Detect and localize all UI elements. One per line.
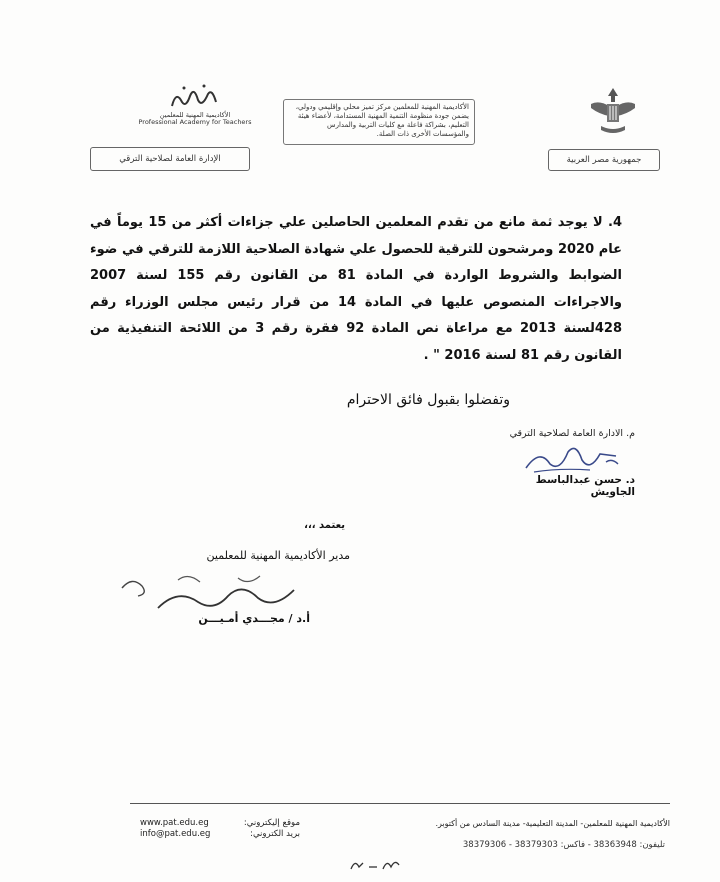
footer-address: الأكاديمية المهنية للمعلمين- المدينة التعليمية- مدينة السادس من أكتوبر. xyxy=(435,819,670,828)
footer-divider xyxy=(130,803,670,804)
footer-contact xyxy=(140,818,300,840)
logo-subline-english: Professional Academy for Teachers xyxy=(138,118,252,126)
signature-1-icon xyxy=(520,438,630,478)
department-label: الإدارة العامة لصلاحية الترقي xyxy=(90,147,250,171)
footer-phones: تليفون: 38363948 - فاكس: 38379303 - 38379306 xyxy=(462,840,665,850)
signature-2-icon xyxy=(118,568,308,618)
signer-2-name: أ.د / مجـــدي أمـيـــن xyxy=(198,612,310,625)
country-label: جمهورية مصر العربية xyxy=(548,149,660,171)
academy-logo-subline xyxy=(130,112,260,126)
body-paragraph: 4. لا يوجد ثمة مانع من تقدم المعلمين الحاصلين علي جزاءات أكثر من 15 يوماً في عام 2020 ومرشحون للترقية للحصول علي شهادة الصلاحية اللازمة للترقي في ضوء الضوابط والشروط الواردة في المادة 81 من القانون رقم 155 لسنة 2007 والاجراءات المنصوص عليها في المادة 14 من قرار رئيس مجلس الوزراء رقم 428لسنة 2013 مع مراعاة نص المادة 92 فقرة رقم 3 من اللائحة التنفيذية من القانون رقم 81 لسنة 2016 " . xyxy=(90,215,623,363)
egypt-eagle-emblem-icon xyxy=(585,82,641,142)
handwritten-page-number-icon xyxy=(345,855,405,875)
email-label: بريد الكتروني: xyxy=(250,829,300,839)
academy-calligraphy-icon xyxy=(164,82,224,112)
logo-subline-arabic: الأكاديمية المهنية للمعلمين xyxy=(159,111,231,119)
closing-phrase: وتفضلوا بقبول فائق الاحترام xyxy=(346,392,510,408)
approval-label: يعتمد ،،، xyxy=(304,520,345,531)
signer-1-name: د. حسن عبدالباسط الجاويش xyxy=(535,474,635,498)
academy-logo xyxy=(130,82,260,132)
signature-department: م. الادارة العامة لصلاحية الترقي xyxy=(509,428,635,439)
website-link[interactable]: www.pat.edu.eg xyxy=(140,818,209,828)
website-label: موقع إليكتروني: xyxy=(243,818,300,828)
director-title: مدير الأكاديمية المهنية للمعلمين xyxy=(206,549,350,562)
academy-vision-box: الأكاديمية المهنية للمعلمين مركز تميز محلي وإقليمي ودولي، يضمن جودة منظومة التنمية المهنية المستدامة، لأعضاء هيئة التعليم، بشراكة فاعلة مع كليات التربية والمدارس والمؤسسات الأخرى ذات الصلة. xyxy=(283,99,475,145)
email-link[interactable]: info@pat.edu.eg xyxy=(140,829,211,839)
